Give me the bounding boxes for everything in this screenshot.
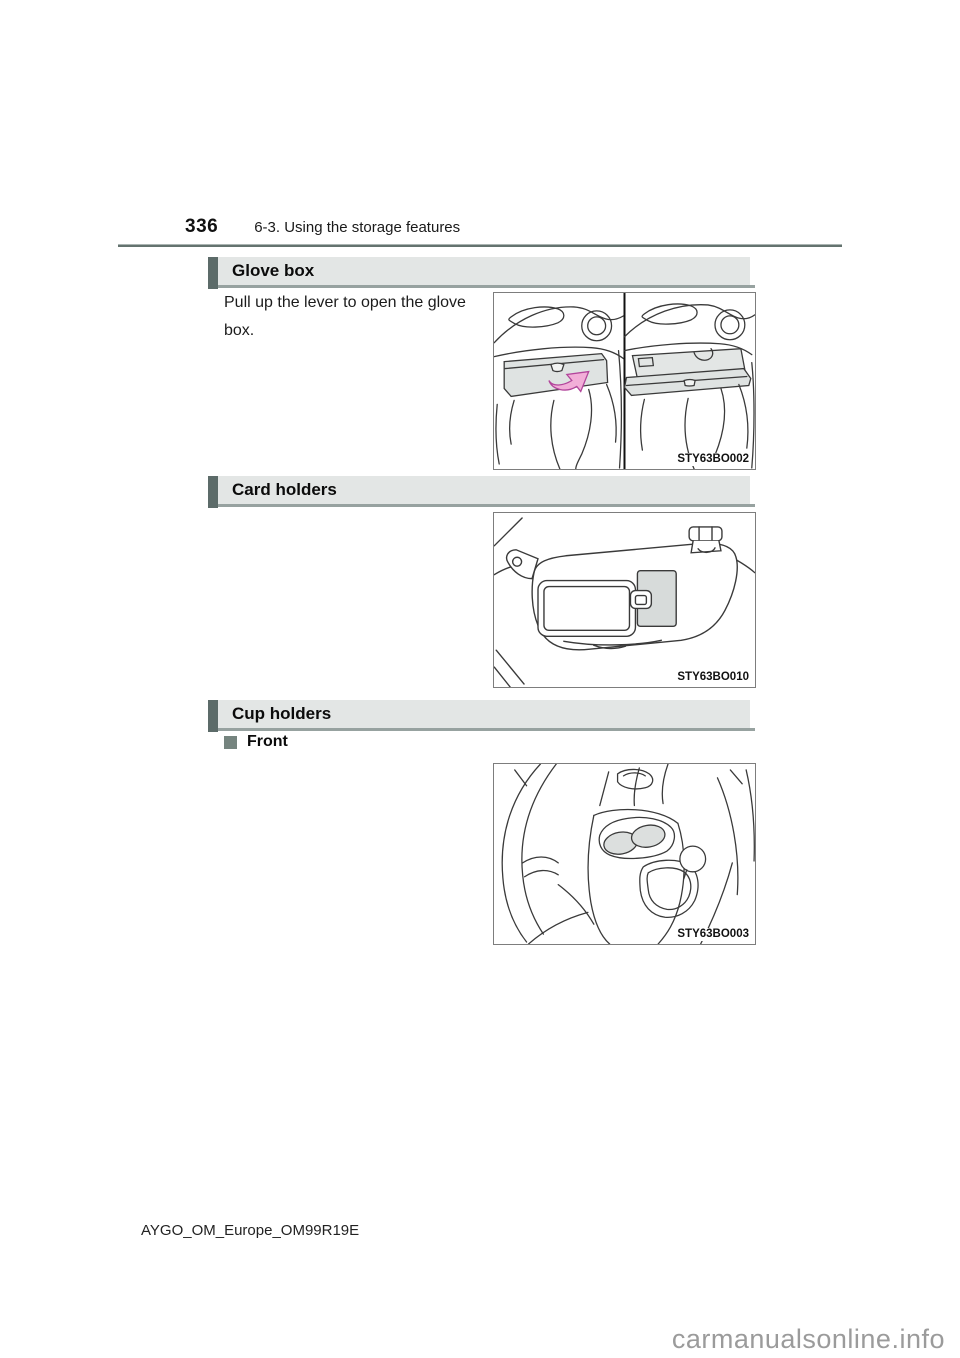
section-title-glove-box: Glove box: [232, 261, 315, 280]
figure-glove-box: [493, 292, 756, 470]
figure-card-holders: [493, 512, 756, 688]
glove-box-illustration: [494, 293, 755, 469]
glove-box-instruction: Pull up the lever to open the glove box.: [224, 294, 466, 339]
section-header-card-holders: [208, 476, 750, 504]
figure-code-cup-holders: STY63BO003: [677, 928, 749, 940]
figure-code-card-holders: STY63BO010: [677, 671, 749, 683]
cup-holder-illustration: [494, 764, 755, 944]
page-number: 336: [185, 216, 219, 237]
section-title-card-holders: Card holders: [232, 480, 337, 499]
chapter-title: 6-3. Using the storage features: [254, 219, 461, 236]
sun-visor-illustration: [494, 513, 755, 687]
figure-code-glove-box: STY63BO002: [677, 453, 749, 465]
page-header: [185, 216, 460, 238]
document-code: AYGO_OM_Europe_OM99R19E: [141, 1222, 360, 1239]
figure-cup-holders: [493, 763, 756, 945]
front-bullet-square-icon: [224, 736, 237, 749]
section-header-cup-holders: [208, 700, 750, 728]
subheading-front: [224, 733, 288, 751]
section-title-cup-holders: Cup holders: [232, 704, 332, 723]
header-rule: [118, 244, 842, 247]
watermark-text: carmanualsonline.info: [671, 1324, 945, 1354]
section-header-glove-box: [208, 257, 750, 285]
subheading-front-label: Front: [247, 733, 288, 750]
